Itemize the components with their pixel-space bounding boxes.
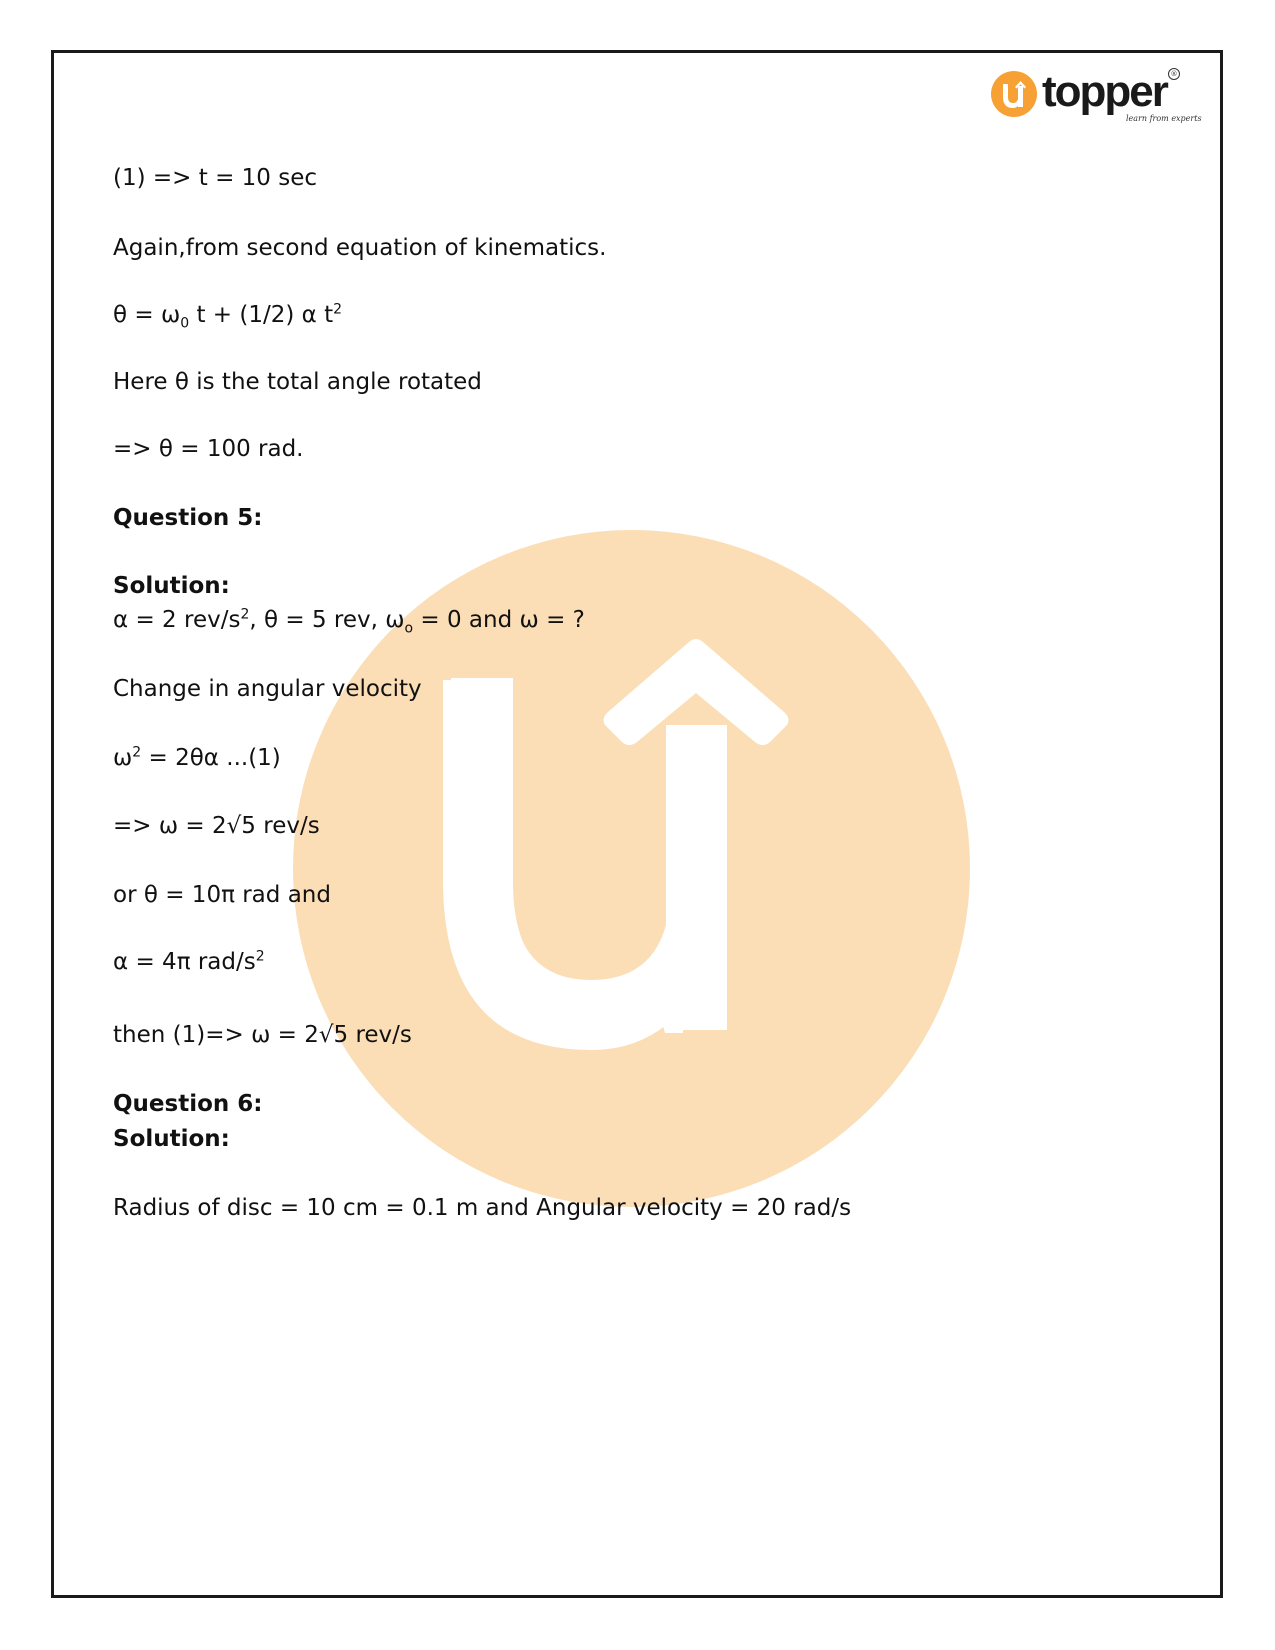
text-line: Again,from second equation of kinematics. [113, 235, 607, 261]
question-heading: Question 6: [113, 1091, 263, 1117]
equation-line: => ω = 2√5 rev/s [113, 813, 320, 839]
equation-line: α = 4π rad/$s^2$ [113, 948, 265, 975]
registered-mark: ® [1168, 68, 1180, 80]
solution-heading: Solution: [113, 1126, 230, 1152]
text-line: (1) => t = 10 sec [113, 165, 318, 191]
text-line: Change in angular velocity [113, 676, 422, 702]
equation-line: then (1)=> ω = 2√5 rev/s [113, 1022, 412, 1048]
topper-logo [990, 67, 1202, 128]
text-line: Here θ is the total angle rotated [113, 369, 482, 395]
given-values-line: α = 2 rev/$s^2$, θ = 5 rev, $\omega_o = 0$ and ω = ? [113, 606, 585, 637]
topper-wordmark: topper [1042, 67, 1167, 116]
text-line: => θ = 100 rad. [113, 436, 304, 462]
equation-line: or θ = 10π rad and [113, 882, 331, 908]
equation-line: $\omega^2 = 2\theta\alpha$ ...(1) [113, 744, 281, 771]
text-line: Radius of disc = 10 cm = 0.1 m and Angular velocity = 20 rad/s [113, 1195, 852, 1221]
equation-line: $\theta = \omega_0$ t + (1/2) α $t^2$ [113, 301, 343, 332]
topper-tagline: learn from experts [1126, 114, 1202, 123]
topper-u-arrow-icon [990, 70, 1038, 118]
question-heading: Question 5: [113, 505, 263, 531]
solution-heading: Solution: [113, 573, 230, 599]
